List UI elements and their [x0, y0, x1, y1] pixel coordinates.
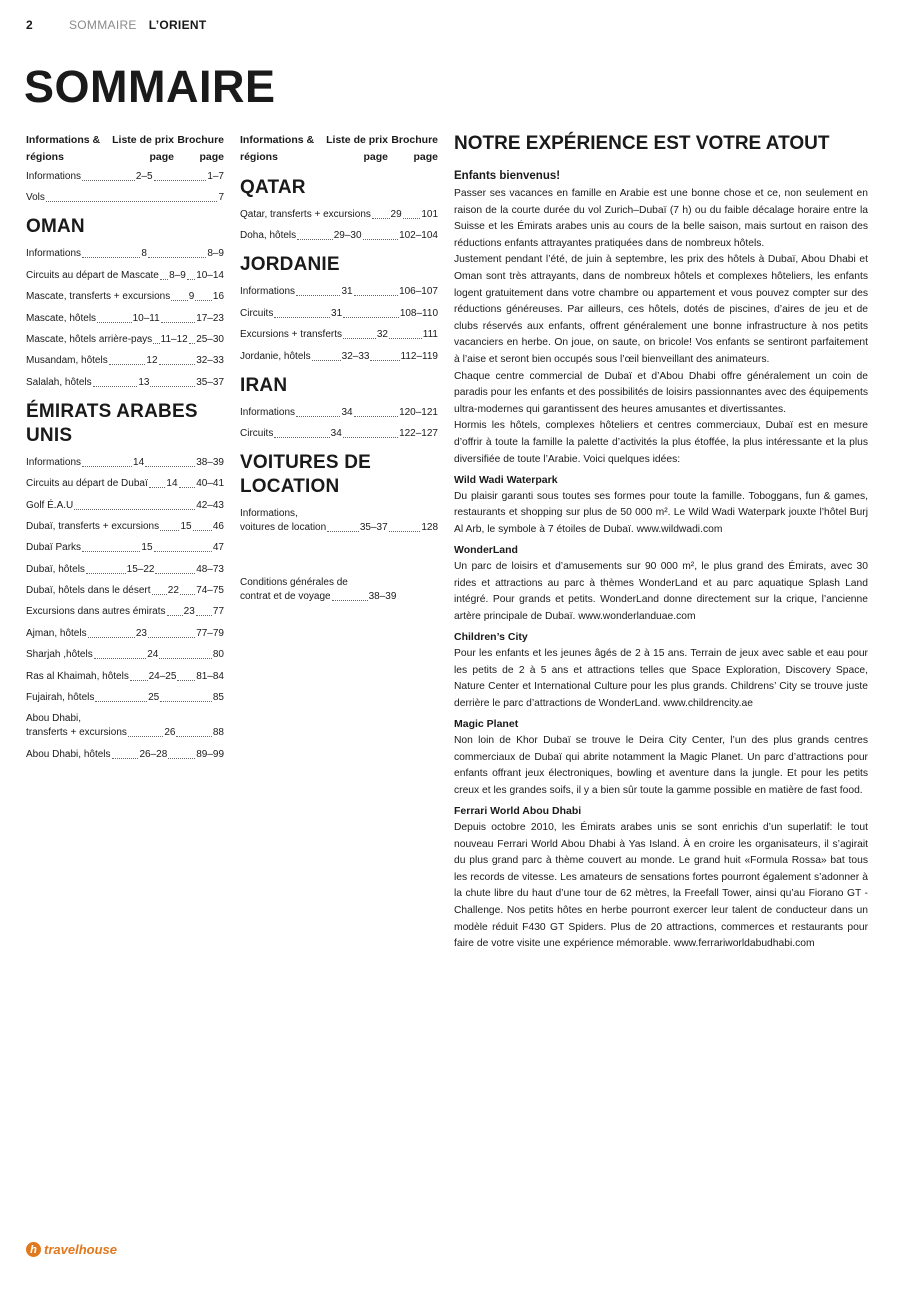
region-heading-qatar: QATAR: [240, 177, 306, 198]
toc-row[interactable]: Mascate, hôtels arrière-pays 11–12 25–30: [26, 333, 224, 345]
toc-header: [26, 132, 224, 166]
section-text: Du plaisir garanti sous toutes ses formes pour toute la famille. Toboggans, fun & games, restaurants et shopping sur plus de 50 000 m². Le Wild Wadi Waterpark jouxte l’hôtel Burj Al Arb, le symbole à 7 étoiles de Dubaï. www.wildwadi.com: [454, 490, 868, 535]
article-title: NOTRE EXPÉRIENCE EST VOTRE ATOUT: [454, 133, 830, 154]
toc-column-1: [26, 132, 224, 769]
toc-header-price: Liste de prix page: [112, 134, 174, 163]
toc-row[interactable]: Circuits 31 108–110: [240, 307, 439, 319]
section-text: Pour les enfants et les jeunes âgés de 2 à 15 ans. Terrain de jeux avec sable et eau pour les petits de 2 à 5 ans et attractions telles que Space Exploration, Discovery Space, Nature Center et International Culture pour les plus grands. Childrens’ City se trouve juste derrière le parc d’attractions de WonderLand. www.childrencity.ae: [454, 648, 868, 709]
toc-row[interactable]: Abou Dhabi, hôtels 26–28 89–99: [26, 748, 225, 760]
travelhouse-logo[interactable]: [26, 1242, 117, 1257]
toc-row[interactable]: Jordanie, hôtels 32–33 112–119: [240, 350, 438, 362]
toc-row[interactable]: Doha, hôtels 29–30 102–104: [240, 230, 438, 242]
region-heading-oman: OMAN: [26, 216, 85, 238]
toc-row[interactable]: Qatar, transferts + excursions 29 101: [240, 209, 439, 220]
toc-row[interactable]: Ras al Khaimah, hôtels 24–25 81–84: [26, 670, 224, 682]
toc-row[interactable]: Dubaï Parks 15 47: [26, 542, 224, 554]
toc-row[interactable]: Ajman, hôtels 23 77–79: [26, 627, 224, 639]
toc-header-regions: Informations & régions: [26, 134, 101, 163]
toc-row[interactable]: Informations, voitures de location 35–37 128: [240, 507, 439, 533]
toc-row[interactable]: Informations 14 38–39: [26, 456, 224, 468]
toc-row[interactable]: Mascate, transferts + excursions 9 16: [26, 291, 225, 303]
section-text: Depuis octobre 2010, les Émirats arabes unis se sont enrichis d’un superlatif: le tout nouveau Ferrari World Abou Dhabi à Yas Island. À en croire les organisateurs, il s’agirait du plus grand parc à thème couvert au monde. Le grand huit «Formula Rossa» bat tous les records de vitesse. Les amateurs de sensations fortes pourront également s’adonner à la chute libre du haut d’une tour de 62 mètres, la Freefall Tower, ainsi qu’au Fiorano GT -Challenge. Nos petits hôtes en herbe pourront exercer leur talent de conducteur dans un modèle réduit F430 GT Spiders. Plus de 20 attractions, commerces et restaurants pour faire de votre visite une expérience mémorable. www.ferrariworldabudhabi.com: [454, 821, 868, 950]
article-paragraph: Chaque centre commercial de Dubaï et d’Abou Dhabi offre généralement un coin de paradis pour les enfants et des possibilités de loisirs passionnantes avec des équipements ultra-modernes qui garantissent des heures amusantes et divertissantes.: [454, 370, 868, 415]
article-column: [454, 132, 868, 953]
toc-row[interactable]: Circuits 34 122–127: [240, 427, 438, 439]
toc-header-brochure: Brochure page: [391, 134, 438, 163]
article-subtitle: Enfants bienvenus!: [454, 170, 561, 182]
header-region: L’ORIENT: [148, 18, 207, 32]
toc-row[interactable]: Dubaï, transferts + excursions 15 46: [26, 520, 224, 532]
article-paragraph: Hormis les hôtels, complexes hôteliers et centres commerciaux, Dubaï est en mesure d’offrir à toute la famille la palette d’activités la plus étoffée, la plus intéressante et la plus diversifiée de toute l’Arabie. Voici quelques idées:: [454, 420, 868, 465]
toc-header-regions: Informations & régions: [240, 134, 315, 163]
toc-row[interactable]: Circuits au départ de Dubaï 14 40–41: [26, 478, 225, 490]
toc-row[interactable]: Sharjah ,hôtels 24 80: [26, 649, 224, 661]
toc-row[interactable]: Dubaï, hôtels 15–22 48–73: [26, 563, 224, 575]
region-heading-jordanie: JORDANIE: [240, 254, 340, 276]
toc-row[interactable]: Fujairah, hôtels 25 85: [26, 692, 224, 704]
region-heading-uae: ÉMIRATS ARABES UNIS: [26, 400, 198, 446]
section-text: Un parc de loisirs et d’amusements sur 90 000 m², le plus grand des Émirats, avec 30 rides et attractions au parc à thèmes WonderLand et au parc aquatique Splash Land intégré. Pour grands et petits. WonderLand donne directement sur la crique, l’ancienne artère principale de Dubaï. www.wonderlanduae.com: [454, 561, 868, 622]
toc-row[interactable]: Informations 34 120–121: [240, 406, 438, 418]
section-heading: Magic Planet: [454, 718, 519, 731]
toc-row[interactable]: Abou Dhabi, transferts + excursions 26 88: [26, 713, 224, 739]
toc-row[interactable]: Excursions dans autres émirats 23 77: [26, 606, 225, 618]
section-heading: Ferrari World Abou Dhabi: [454, 805, 582, 818]
toc-row[interactable]: Informations 8 8–9: [26, 248, 224, 260]
article-paragraph: Justement pendant l’été, de juin à septembre, les prix des hôtels à Dubaï, Abou Dhabi et Oman sont très attrayants, dans de nombreux hôtels et complexes hôteliers, les enfants logent gratuitement dans votre chambre ou appartement et vous pouvez compter sur des réductions généreuses. Par ailleurs, ces hôtels, dotés de piscines, d’aires de jeu et de clubs réservés aux enfants, offrent généralement une bonne infrastructure à nos petits vacanciers en herbe. On joue, on saute, on bricole! Vos enfants se sentiront parfaitement à l’aise et seront bien occupés sous l’œil bienveillant des animateurs.: [454, 254, 868, 365]
page-number: 2: [26, 18, 33, 32]
region-heading-iran: IRAN: [240, 374, 288, 396]
toc-row-conditions[interactable]: Conditions générales de contrat et de voyage 38–39: [240, 577, 397, 603]
toc-row[interactable]: Informations 2–5 1–7: [26, 171, 224, 182]
section-heading: Wild Wadi Waterpark: [454, 474, 558, 487]
toc-row[interactable]: Vols 7: [26, 192, 224, 204]
page-title: SOMMAIRE: [24, 61, 276, 112]
toc-header-brochure: Brochure page: [177, 134, 224, 163]
toc-header-price: Liste de prix page: [326, 134, 388, 163]
toc-row[interactable]: Circuits au départ de Mascate 8–9 10–14: [26, 269, 224, 281]
travelhouse-logo-icon: h: [26, 1242, 41, 1257]
article-paragraph: Passer ses vacances en famille en Arabie est une bonne chose et ce, non seulement en raison de la courte durée du vol Zurich–Dubaï (7 h) ou du faible décalage horaire entre la Suisse et les Émirats arabes unis au cours de la belle saison, mais surtout en raison des réductions enfants attrayantes pratiquées dans de nombreux hôtels.: [454, 188, 868, 249]
section-heading: Children’s City: [454, 631, 528, 644]
running-header: [26, 18, 206, 32]
toc-header: [240, 132, 438, 166]
toc-row[interactable]: Musandam, hôtels 12 32–33: [26, 355, 224, 367]
toc-row[interactable]: Mascate, hôtels 10–11 17–23: [26, 312, 224, 324]
toc-row[interactable]: Informations 31 106–107: [240, 286, 438, 298]
section-heading: WonderLand: [454, 544, 518, 557]
brand-name: travelhouse: [44, 1242, 117, 1257]
toc-column-2: [240, 132, 438, 612]
region-heading-voitures: VOITURES DE LOCATION: [240, 451, 371, 497]
toc-row[interactable]: Excursions + transferts 32 111: [240, 329, 438, 341]
section-text: Non loin de Khor Dubaï se trouve le Deira City Center, l’un des plus grands centres commerciaux de Dubaï qui abrite notamment la Magic Planet. Un parc d’attractions pour enfants offrant jeux électroniques, bowling et aventure dans la jungle. Et pour les petits creux et les grandes soifs, il y a bien sûr toute la gamme possible en matière de fast food.: [454, 735, 868, 796]
toc-row[interactable]: Dubaï, hôtels dans le désert 22 74–75: [26, 585, 224, 597]
header-section: SOMMAIRE: [68, 18, 137, 32]
toc-row[interactable]: Golf É.A.U 42–43: [26, 499, 224, 511]
toc-row[interactable]: Salalah, hôtels 13 35–37: [26, 376, 225, 388]
